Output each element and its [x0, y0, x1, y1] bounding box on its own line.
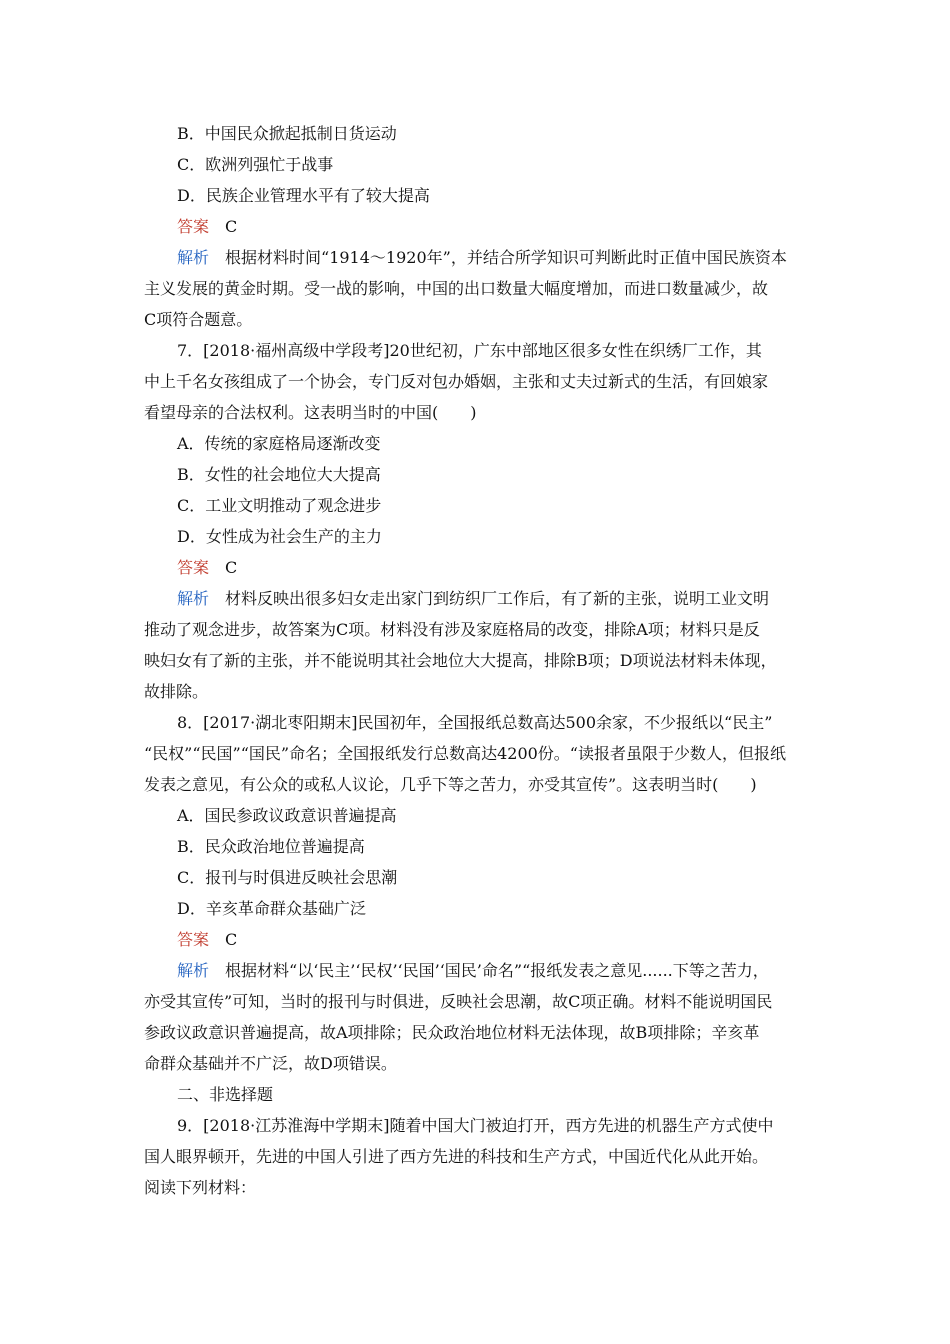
explanation-line: 映妇女有了新的主张，并不能说明其社会地位大大提高，排除B项；D项说法材料未体现，	[144, 651, 777, 670]
option-line: D．辛亥革命群众基础广泛	[177, 899, 366, 918]
section-heading: 二、非选择题	[177, 1085, 274, 1104]
question-9-line: 阅读下列材料：	[144, 1178, 257, 1197]
explanation-line: C项符合题意。	[144, 310, 253, 329]
answer-line	[144, 924, 810, 955]
explanation-tag: 解析	[177, 961, 210, 980]
explanation-line	[144, 955, 810, 986]
question-7-line: 7．[2018·福州高级中学段考]20世纪初，广东中部地区很多女性在织绣厂工作，其	[177, 341, 762, 360]
option-line: B．中国民众掀起抵制日货运动	[177, 124, 397, 143]
question-9-line: 国人眼界顿开，先进的中国人引进了西方先进的科技和生产方式，中国近代化从此开始。	[144, 1147, 769, 1166]
explanation-line: 亦受其宣传”可知，当时的报刊与时俱进，反映社会思潮，故C项正确。材料不能说明国民	[144, 992, 773, 1011]
answer-tag: 答案	[177, 930, 210, 949]
answer-line	[144, 552, 810, 583]
option-line: C．报刊与时俱进反映社会思潮	[177, 868, 398, 887]
answer-value: C	[225, 930, 238, 949]
option-line: B．女性的社会地位大大提高	[177, 465, 381, 484]
option-line: A．传统的家庭格局逐渐改变	[177, 434, 381, 453]
option-line: D．女性成为社会生产的主力	[177, 527, 382, 546]
explanation-line: 命群众基础并不广泛，故D项错误。	[144, 1054, 397, 1073]
explanation-tag: 解析	[177, 248, 210, 267]
question-7-line: 中上千名女孩组成了一个协会，专门反对包办婚姻，主张和丈夫过新式的生活，有回娘家	[144, 372, 769, 391]
explanation-text: 材料反映出很多妇女走出家门到纺织厂工作后，有了新的主张，说明工业文明	[225, 589, 770, 608]
answer-tag: 答案	[177, 217, 210, 236]
answer-tag: 答案	[177, 558, 210, 577]
answer-line	[144, 211, 810, 242]
answer-value: C	[225, 558, 238, 577]
explanation-line: 故排除。	[144, 682, 209, 701]
explanation-line: 推动了观念进步，故答案为C项。材料没有涉及家庭格局的改变，排除A项；材料只是反	[144, 620, 760, 639]
option-line: D．民族企业管理水平有了较大提高	[177, 186, 430, 205]
option-line: C．工业文明推动了观念进步	[177, 496, 382, 515]
explanation-line: 参政议政意识普遍提高，故A项排除；民众政治地位材料无法体现，故B项排除；辛亥革	[144, 1023, 760, 1042]
answer-value: C	[225, 217, 238, 236]
explanation-line: 主义发展的黄金时期。受一战的影响，中国的出口数量大幅度增加，而进口数量减少，故	[144, 279, 769, 298]
explanation-line	[144, 242, 810, 273]
question-8-line: 发表之意见，有公众的或私人议论，几乎下等之苦力，亦受其宣传”。这表明当时( )	[144, 775, 757, 794]
question-8-line: 8．[2017·湖北枣阳期末]民国初年，全国报纸总数高达500余家，不少报纸以“民主”	[177, 713, 773, 732]
option-line: A．国民参政议政意识普遍提高	[177, 806, 397, 825]
explanation-tag: 解析	[177, 589, 210, 608]
question-7-line: 看望母亲的合法权利。这表明当时的中国( )	[144, 403, 477, 422]
explanation-text: 根据材料时间“1914～1920年”，并结合所学知识可判断此时正值中国民族资本	[225, 248, 787, 267]
document-page	[144, 118, 810, 1203]
option-line: C．欧洲列强忙于战事	[177, 155, 334, 174]
question-8-line: “民权”“民国”“国民”命名；全国报纸发行总数高达4200份。“读报者虽限于少数人，但报纸	[144, 744, 786, 763]
explanation-line	[144, 583, 810, 614]
question-9-line: 9．[2018·江苏淮海中学期末]随着中国大门被迫打开，西方先进的机器生产方式使中	[177, 1116, 774, 1135]
option-line: B．民众政治地位普遍提高	[177, 837, 365, 856]
explanation-text: 根据材料“以‘民主’‘民权’‘民国’‘国民’命名”“报纸发表之意见......下等之苦力，	[225, 961, 769, 980]
